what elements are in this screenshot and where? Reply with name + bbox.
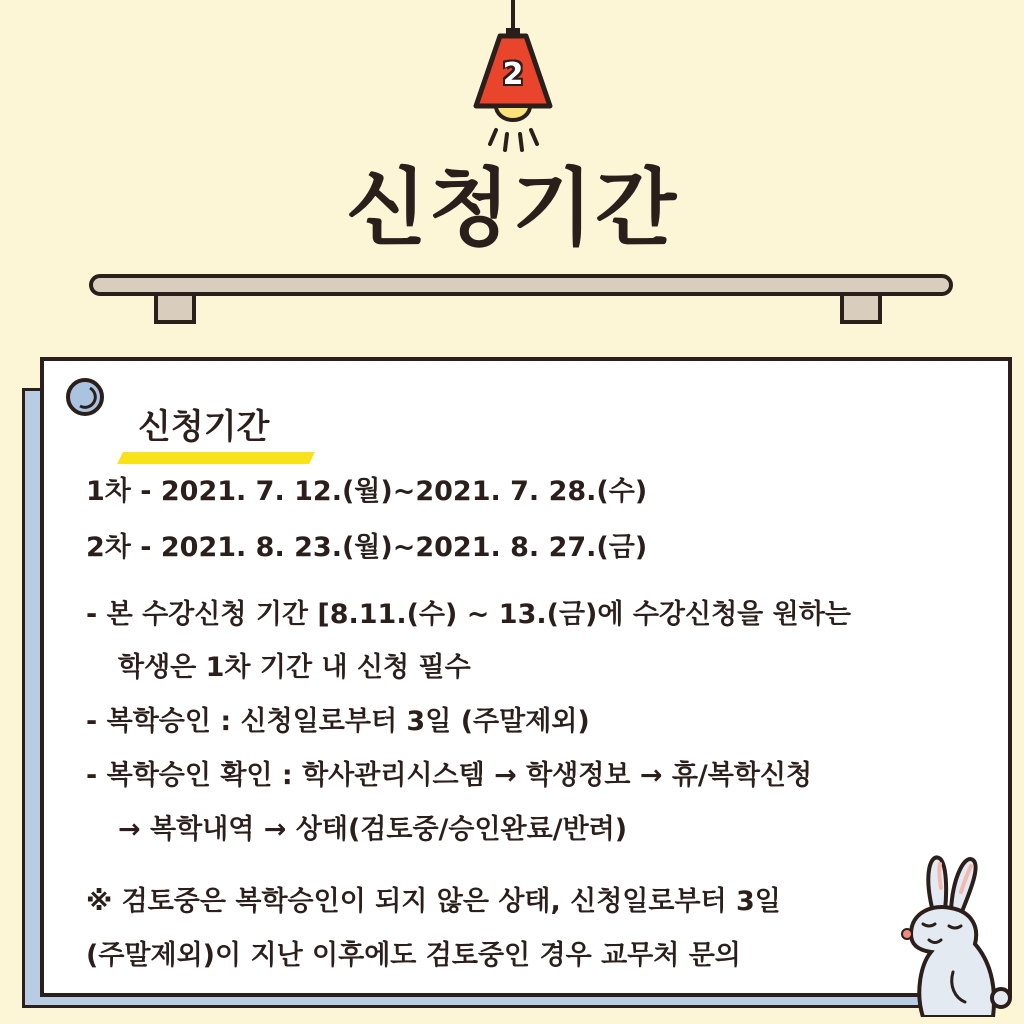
period-first: 1차 - 2021. 7. 12.(월)~2021. 7. 28.(수) xyxy=(86,476,648,507)
shelf-icon xyxy=(88,270,954,330)
footnote-line: ※ 검토중은 복학승인이 되지 않은 상태, 신청일로부터 3일 xyxy=(86,886,781,917)
step-number-badge: 2 xyxy=(502,57,524,92)
note-line: → 복학내역 → 상태(검토중/승인완료/반려) xyxy=(118,814,628,845)
note-line: - 복학승인 : 신청일로부터 3일 (주말제외) xyxy=(86,706,590,737)
footnote-line: (주말제외)이 지난 이후에도 검토중인 경우 교무처 문의 xyxy=(86,940,741,971)
note-line: 학생은 1차 기간 내 신청 필수 xyxy=(118,652,471,683)
pin-icon xyxy=(64,376,106,418)
subtitle-highlight xyxy=(117,452,315,464)
page-title: 신청기간 xyxy=(345,159,679,257)
section-subtitle: 신청기간 xyxy=(138,407,270,447)
period-second: 2차 - 2021. 8. 23.(월)~2021. 8. 27.(금) xyxy=(86,532,648,563)
note-line: - 복학승인 확인 : 학사관리시스템 → 학생정보 → 휴/복학신청 xyxy=(86,760,813,791)
rabbit-icon xyxy=(893,852,1013,1017)
note-line: - 본 수강신청 기간 [8.11.(수) ~ 13.(금)에 수강신청을 원하는 xyxy=(86,599,851,630)
